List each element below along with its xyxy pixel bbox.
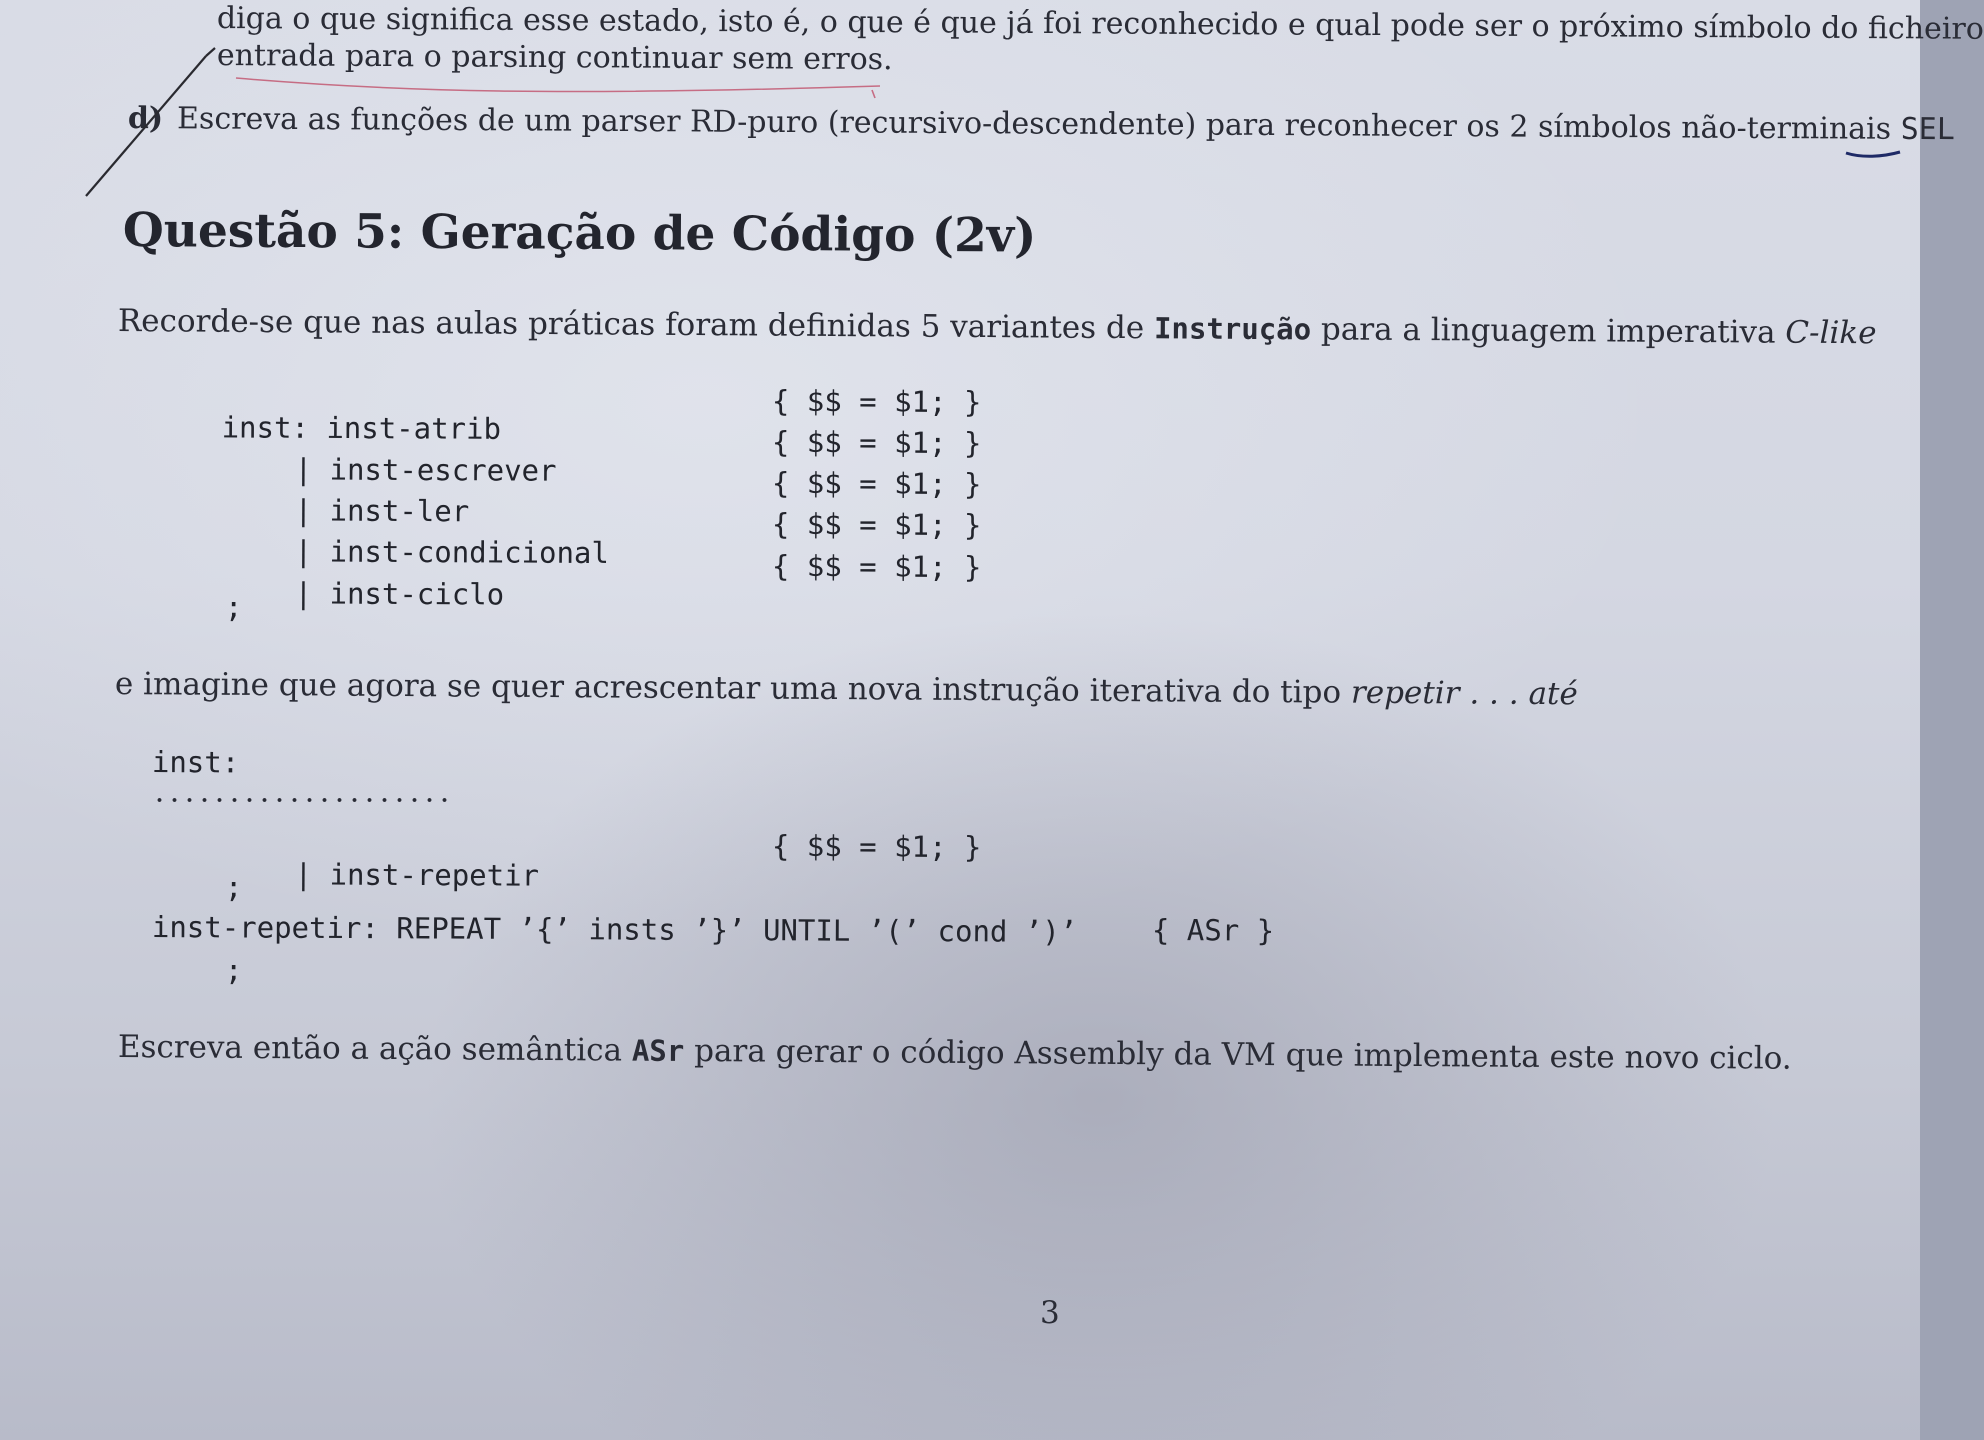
grammar1-action-1: { $$ = $1; } bbox=[771, 425, 982, 461]
question-d-label: d) bbox=[127, 101, 164, 137]
grammar1-action-2: { $$ = $1; } bbox=[771, 466, 982, 502]
grammar1-symbol: inst-condicional bbox=[329, 534, 609, 571]
page-number: 3 bbox=[1040, 1295, 1060, 1331]
question-d-symbol: SEL bbox=[1900, 111, 1955, 148]
grammar2-end-2: ; bbox=[224, 953, 243, 988]
middle-text-before: e imagine que agora se quer acrescentar uma nova instrução iterativa do tipo bbox=[114, 666, 1352, 711]
grammar1-prefix: | bbox=[294, 576, 330, 611]
black-slash-mark bbox=[86, 56, 206, 196]
grammar1-action-3: { $$ = $1; } bbox=[771, 507, 982, 543]
intro-text-before: Recorde-se que nas aulas práticas foram definidas 5 variantes de bbox=[117, 303, 1155, 347]
grammar2-alt-action: { $$ = $1; } bbox=[771, 829, 982, 865]
grammar2-alt-symbol: inst-repetir bbox=[329, 857, 540, 893]
grammar2-end-1: ; bbox=[224, 870, 243, 905]
intro-text-middle: para a linguagem imperativa bbox=[1311, 311, 1786, 351]
grammar2-alt-prefix: | bbox=[294, 857, 330, 892]
grammar1-prefix: inst: bbox=[221, 410, 327, 445]
red-underline-mark bbox=[236, 78, 880, 92]
grammar1-symbol: inst-ciclo bbox=[329, 576, 505, 612]
grammar2-head: inst: bbox=[151, 745, 240, 780]
intro-keyword: Instrução bbox=[1153, 311, 1312, 347]
grammar1-action-4: { $$ = $1; } bbox=[771, 549, 982, 585]
grammar2-rule: inst-repetir: REPEAT ’{’ insts ’}’ UNTIL ’(’ cond ’)’ bbox=[151, 910, 1078, 949]
grammar1-symbol: inst-ler bbox=[329, 493, 470, 529]
closing-text-before: Escreva então a ação semântica bbox=[117, 1029, 633, 1069]
previous-question-line-1: diga o que significa esse estado, isto é, o que é que já foi reconhecido e qual pode ser o próximo símbolo do ficheiro bbox=[216, 1, 1984, 47]
intro-language: C-like bbox=[1785, 314, 1877, 352]
question-d-text: Escreva as funções de um parser RD-puro (recursivo-descendente) para reconhecer os 2 símbolos não-terminais bbox=[176, 101, 1892, 147]
grammar1-prefix: | bbox=[294, 452, 330, 487]
section-title: Questão 5: Geração de Código (2v) bbox=[122, 203, 1037, 264]
grammar1-symbol: inst-atrib bbox=[326, 410, 502, 446]
blue-underline-mark bbox=[1846, 152, 1900, 156]
grammar1-end: ; bbox=[224, 590, 243, 625]
middle-construct: repetir . . . até bbox=[1350, 674, 1578, 713]
grammar1-symbol: inst-escrever bbox=[329, 452, 557, 488]
grammar2-rule-action: { ASr } bbox=[1151, 913, 1275, 948]
previous-question-line-2: entrada para o parsing continuar sem erros. bbox=[216, 38, 893, 78]
closing-keyword: ASr bbox=[631, 1033, 685, 1068]
grammar1-prefix: | bbox=[294, 534, 330, 569]
black-tick-mark bbox=[206, 48, 215, 56]
red-tick-mark bbox=[872, 90, 875, 98]
closing-text-after: para gerar o código Assembly da VM que implementa este novo ciclo. bbox=[684, 1032, 1792, 1077]
grammar1-prefix: | bbox=[294, 493, 330, 528]
grammar1-action-0: { $$ = $1; } bbox=[771, 384, 982, 420]
